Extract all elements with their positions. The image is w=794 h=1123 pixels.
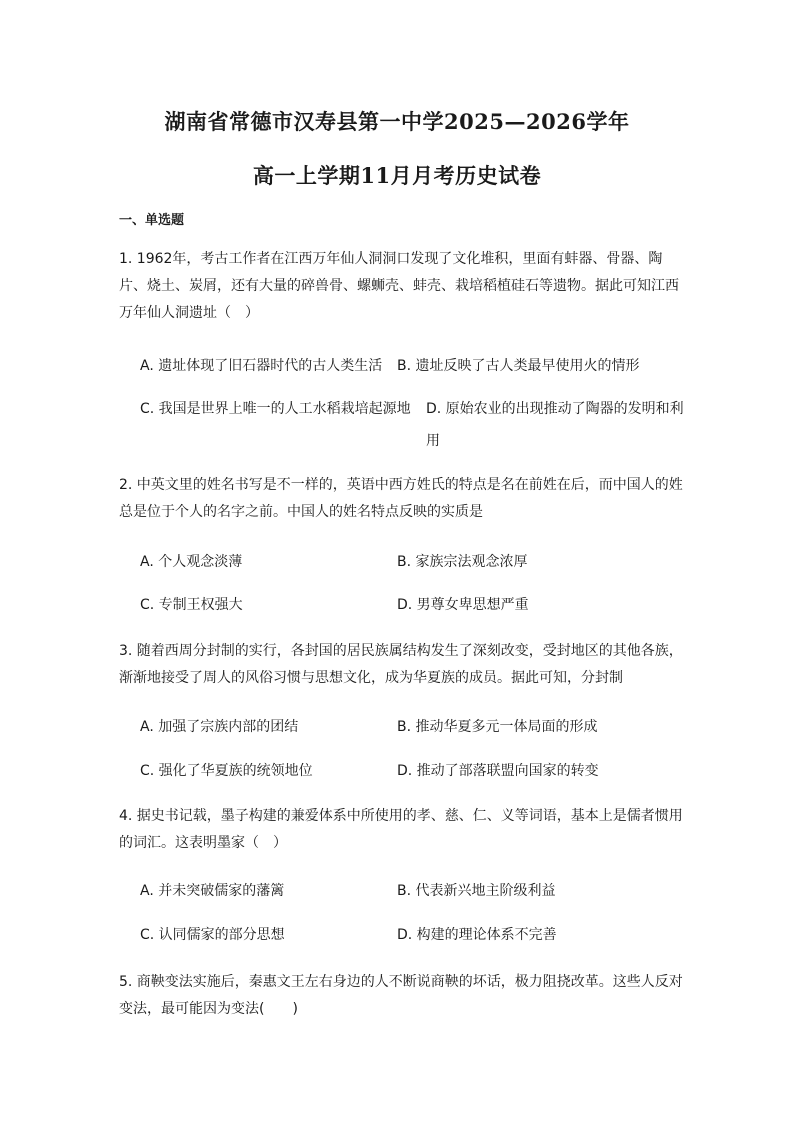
question-3-option-a[interactable]: A. 加强了宗族内部的团结	[140, 719, 299, 735]
question-2-stem: 2. 中英文里的姓名书写是不一样的，英语中西方姓氏的特点是名在前姓在后，而中国人的姓总是位于个人的名字之前。中国人的姓名特点反映的实质是	[119, 477, 683, 520]
question-4-option-d[interactable]: D. 构建的理论体系不完善	[397, 927, 557, 943]
question-4-option-a[interactable]: A. 并未突破儒家的藩篱	[140, 883, 285, 899]
question-1-option-b[interactable]: B. 遗址反映了古人类最早使用火的情形	[397, 358, 640, 374]
question-3-option-c[interactable]: C. 强化了华夏族的统领地位	[140, 763, 313, 779]
question-2-option-d[interactable]: D. 男尊女卑思想严重	[397, 597, 529, 613]
exam-title-line2: 高一上学期11月月考历史试卷	[252, 163, 542, 188]
question-4-option-b[interactable]: B. 代表新兴地主阶级利益	[397, 883, 556, 899]
section-heading: 一、单选题	[119, 213, 185, 228]
question-4-option-c[interactable]: C. 认同儒家的部分思想	[140, 927, 285, 943]
question-2-option-c[interactable]: C. 专制王权强大	[140, 597, 243, 613]
question-1-option-c[interactable]: C. 我国是世界上唯一的人工水稻栽培起源地	[140, 401, 411, 417]
question-3-stem: 3. 随着西周分封制的实行，各封国的居民族属结构发生了深刻改变，受封地区的其他各族，渐渐地接受了周人的风俗习惯与思想文化，成为华夏族的成员。据此可知，分封制	[119, 643, 683, 686]
question-5-stem: 5. 商鞅变法实施后，秦惠文王左右身边的人不断说商鞅的坏话，极力阻挠改革。这些人反对变法，最可能因为变法( )	[119, 974, 683, 1017]
question-1-option-d[interactable]: D. 原始农业的出现推动了陶器的发明和利用	[426, 401, 684, 449]
question-1-option-a[interactable]: A. 遗址体现了旧石器时代的古人类生活	[140, 358, 383, 374]
question-4-stem: 4. 据史书记载，墨子构建的兼爱体系中所使用的孝、慈、仁、义等词语，基本上是儒者惯用的词汇。这表明墨家（ ）	[119, 808, 683, 851]
question-3-option-b[interactable]: B. 推动华夏多元一体局面的形成	[397, 719, 598, 735]
exam-title-line1: 湖南省常德市汉寿县第一中学2025—2026学年	[164, 109, 630, 134]
question-3-option-d[interactable]: D. 推动了部落联盟向国家的转变	[397, 763, 599, 779]
question-2-option-b[interactable]: B. 家族宗法观念浓厚	[397, 554, 528, 570]
question-1-stem: 1. 1962年，考古工作者在江西万年仙人洞洞口发现了文化堆积，里面有蚌器、骨器、陶片、烧土、炭屑，还有大量的碎兽骨、螺蛳壳、蚌壳、栽培稻植硅石等遗物。据此可知江西万年仙人洞遗址（ ）	[119, 251, 679, 321]
question-2-option-a[interactable]: A. 个人观念淡薄	[140, 554, 243, 570]
